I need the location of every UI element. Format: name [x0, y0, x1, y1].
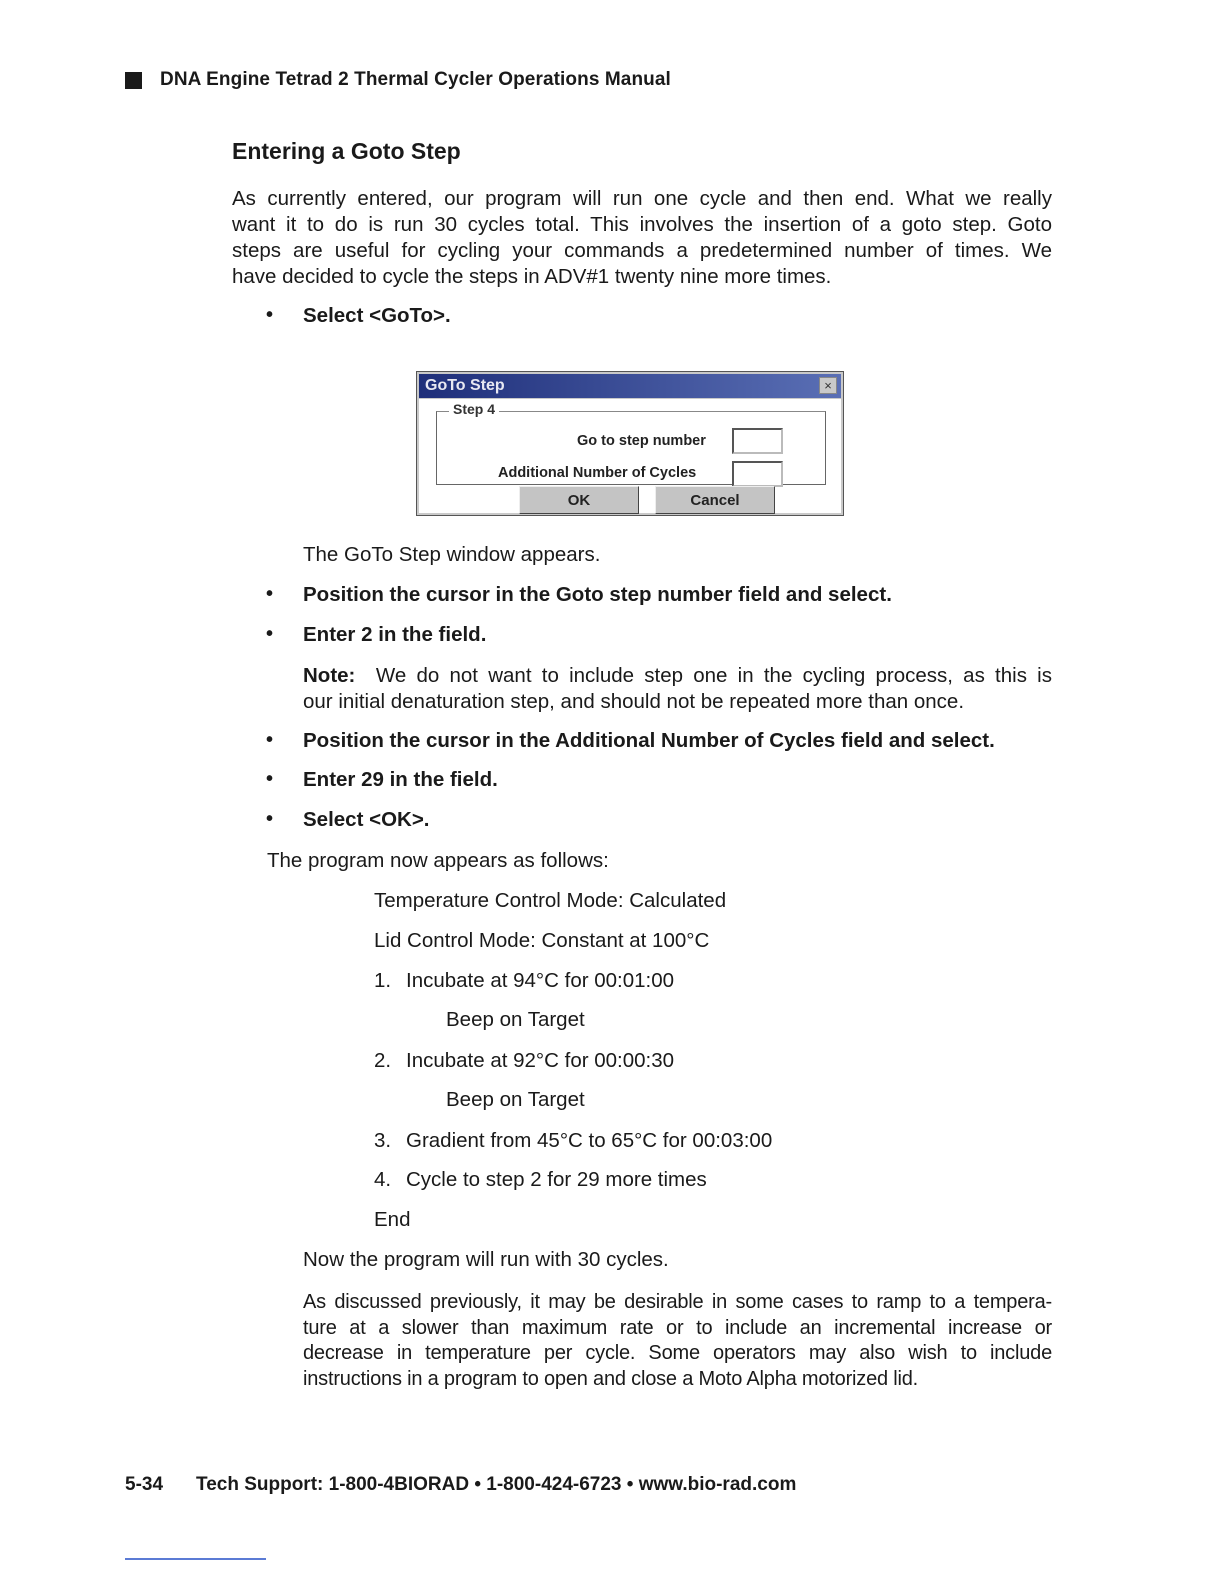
note-text: We do not want to include step one in the cycling process, as this is: [375, 664, 1052, 687]
step-select-ok: Select <OK>.: [303, 808, 430, 831]
intro-paragraph: [232, 186, 1052, 290]
footer-rule: [125, 1558, 266, 1560]
goto-step-dialog: [416, 371, 844, 516]
ok-button[interactable]: OK: [519, 486, 639, 514]
tech-support-line: Tech Support: 1-800-4BIORAD • 1-800-424-6723 • www.bio-rad.com: [196, 1474, 797, 1495]
bullet-dot: •: [266, 623, 274, 645]
running-header: DNA Engine Tetrad 2 Thermal Cycler Operations Manual: [160, 69, 671, 90]
dialog-titlebar: [419, 374, 841, 398]
program-step-number: 1.: [374, 969, 392, 992]
note-paragraph: [303, 663, 1052, 715]
beep-on-target: Beep on Target: [446, 1088, 585, 1111]
program-step-text: Incubate at 92°C for 00:00:30: [406, 1049, 675, 1072]
closing-paragraph: [303, 1290, 1052, 1392]
dialog-body: [419, 399, 841, 513]
temp-control-mode: Temperature Control Mode: Calculated: [374, 889, 727, 912]
step-select-goto: Select <GoTo>.: [303, 304, 451, 327]
program-step-text: Gradient from 45°C to 65°C for 00:03:00: [406, 1129, 773, 1152]
step-enter-29: Enter 29 in the field.: [303, 768, 498, 791]
closing-line: decrease in temperature per cycle. Some operators may also wish to include: [303, 1342, 1052, 1364]
close-icon[interactable]: ×: [819, 377, 837, 394]
bullet-dot: •: [266, 808, 274, 830]
closing-line: instructions in a program to open and close a Moto Alpha motorized lid.: [303, 1367, 919, 1390]
intro-line: As currently entered, our program will run one cycle and then end. What we really: [232, 187, 1052, 210]
bullet-dot: •: [266, 729, 274, 751]
note-label: Note:: [303, 664, 356, 687]
closing-line: ture at a slower than maximum rate or to include an incremental increase or: [303, 1316, 1052, 1339]
additional-cycles-label: Additional Number of Cycles: [498, 465, 697, 481]
program-step-number: 4.: [374, 1168, 392, 1191]
summary-line: Now the program will run with 30 cycles.: [303, 1248, 669, 1271]
step-group-label: Step 4: [449, 401, 499, 417]
page-number: 5-34: [125, 1474, 164, 1495]
program-end: End: [374, 1208, 411, 1231]
lid-control-mode: Lid Control Mode: Constant at 100°C: [374, 929, 710, 952]
bullet-dot: •: [266, 583, 274, 605]
program-step-text: Incubate at 94°C for 00:01:00: [406, 969, 675, 992]
goto-step-input[interactable]: [732, 428, 783, 454]
dialog-caption: The GoTo Step window appears.: [303, 543, 601, 566]
closing-line: As discussed previously, it may be desirable in some cases to ramp to a tempera-: [303, 1291, 1052, 1313]
note-line: our initial denaturation step, and should not be repeated more than once.: [303, 690, 965, 713]
bullet-dot: •: [266, 768, 274, 790]
goto-step-label: Go to step number: [577, 433, 706, 449]
additional-cycles-input[interactable]: [732, 461, 783, 487]
program-step-text: Cycle to step 2 for 29 more times: [406, 1168, 707, 1191]
step-position-goto: Position the cursor in the Goto step number field and select.: [303, 583, 892, 606]
section-title: Entering a Goto Step: [232, 138, 461, 164]
dialog-title: GoTo Step: [425, 377, 505, 394]
step-position-cycles: Position the cursor in the Additional Number of Cycles field and select.: [303, 729, 995, 752]
header-marker: [125, 72, 142, 89]
step-enter-2: Enter 2 in the field.: [303, 623, 487, 646]
intro-line: steps are useful for cycling your commands a predetermined number of times. We: [232, 239, 1052, 262]
note-line: [303, 663, 1052, 689]
program-step-number: 2.: [374, 1049, 392, 1072]
program-intro: The program now appears as follows:: [267, 849, 609, 872]
intro-line: want it to do is run 30 cycles total. This involves the insertion of a goto step. Goto: [232, 213, 1052, 236]
intro-line: have decided to cycle the steps in ADV#1 twenty nine more times.: [232, 265, 832, 288]
bullet-dot: •: [266, 304, 274, 326]
step-group: [436, 401, 826, 485]
beep-on-target: Beep on Target: [446, 1008, 585, 1031]
cancel-button[interactable]: Cancel: [655, 486, 775, 514]
program-step-number: 3.: [374, 1129, 392, 1152]
